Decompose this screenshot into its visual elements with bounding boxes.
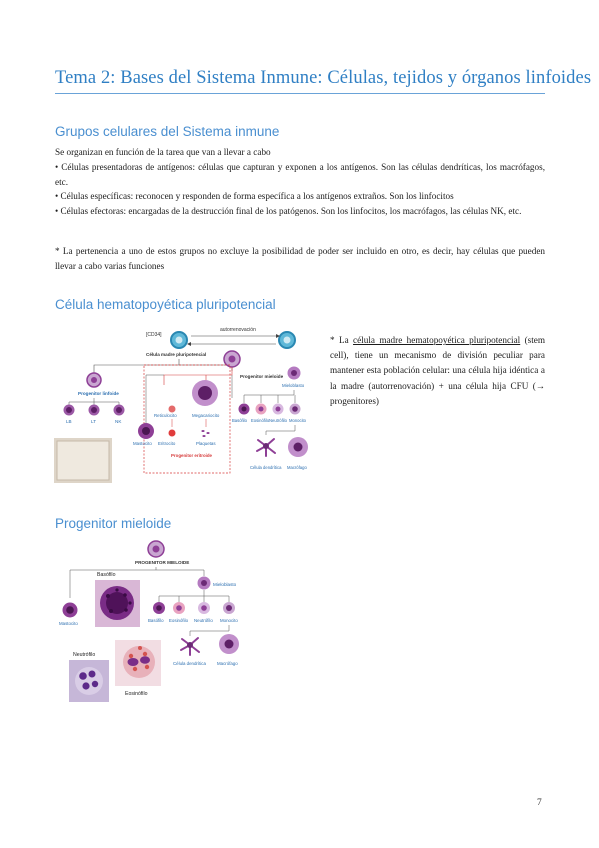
- megacariocito-label: Megacariocito: [192, 413, 220, 418]
- groups-intro: Se organizan en función de la tarea que van a llevar a cabo: [55, 147, 271, 157]
- bullet-especificas-label: • Células específicas:: [55, 191, 134, 202]
- autorrenovacion-label: autorrenovación: [220, 327, 256, 333]
- mieloblasto-label-2: Mieloblasto: [213, 582, 237, 587]
- section-heading-mieloide: Progenitor mieloide: [55, 516, 172, 531]
- basofilo-photo-title: Basófilo: [97, 572, 116, 578]
- mieloide-label: Progenitor mieloide: [240, 374, 284, 379]
- bullet-especificas: [55, 189, 545, 204]
- page-title: Tema 2: Bases del Sistema Inmune: Células, tejidos y órganos linfoides: [55, 68, 592, 88]
- plaquetas-label: Plaquetas: [196, 441, 216, 446]
- groups-body: [55, 145, 545, 219]
- neutrofilo-photo-title: Neutrófilo: [73, 652, 96, 658]
- eosinofilo-photo-title: Eosinófilo: [125, 691, 148, 697]
- monocito-label: Monocito: [289, 418, 306, 423]
- reticulocito-label: Reticulocito: [154, 413, 177, 418]
- eosinofilo-label: Eosinófilo: [251, 418, 270, 423]
- linfoide-label: Progenitor linfoide: [78, 391, 119, 396]
- mastocito-label: Mastocito: [133, 441, 152, 446]
- macrofago-label: Macrófago: [287, 465, 307, 470]
- dendritica-label-2: Célula dendrítica: [173, 661, 206, 666]
- bullet-efectoras: [55, 204, 545, 219]
- hematopoiesis-diagram: [54, 323, 320, 483]
- section-heading-groups: Grupos celulares del Sistema inmune: [55, 124, 280, 139]
- mieloide-diagram: [55, 538, 253, 704]
- bullet-efectoras-label: • Células efectoras:: [55, 206, 127, 217]
- bullet-presentadoras-text: células que capturan y exponen a los antígenos. Son las células dendríticas, los macrófagos, etc.: [55, 161, 545, 187]
- eosinofilo-label-2: Eosinófilo: [169, 618, 189, 623]
- neutrofilo-label-2: Neutrófilo: [194, 618, 213, 623]
- bullet-efectoras-text: encargadas de la destrucción final de los patógenos. Son los linfocitos, los macrófagos, las células NK, etc.: [126, 206, 522, 217]
- mieloblasto-label: Mieloblasto: [282, 383, 305, 388]
- nk-label: NK: [115, 419, 122, 424]
- dendritica-label: Célula dendrítica: [250, 465, 282, 470]
- side-note-prefix: * La: [330, 335, 354, 345]
- page-number: 7: [537, 798, 542, 808]
- eritroide-label: Progenitor eritroide: [171, 453, 212, 458]
- monocito-label-2: Monocito: [220, 618, 238, 623]
- side-note-term: célula madre hematopoyética pluripotencial: [353, 335, 521, 345]
- neutrofilo-label: Neutrófilo: [269, 418, 287, 423]
- macrofago-label-2: Macrófago: [217, 661, 238, 666]
- basofilo-label: Basófilo: [232, 418, 247, 423]
- lb-label: LB: [66, 419, 72, 424]
- eritrocito-cell: [169, 430, 176, 437]
- bullet-presentadoras-label: • Células presentadoras de antígenos:: [55, 161, 196, 172]
- bullet-especificas-text: reconocen y responden de forma específica a los antígenos extraños. Son los linfocitos: [133, 191, 454, 202]
- madre-label: Célula madre pluripotencial: [146, 352, 207, 357]
- groups-note: * La pertenencia a uno de estos grupos no excluye la posibilidad de poder ser incluido en otro, es decir, hay células que pueden llevar a cabo varias funciones: [55, 246, 545, 271]
- title-underline: [55, 93, 545, 94]
- mieloide-progenitor-label: PROGENITOR MIELOIDE: [135, 560, 190, 565]
- hemato-side-note: [330, 333, 545, 409]
- eritrocito-label: Eritrocito: [158, 441, 176, 446]
- side-note-text: (stem cell), tiene un mecanismo de división peculiar para mantener esta población celular: una célula hija idéntica a la madre (autorrenovación) + una célula hija CFU (→ progenitores): [330, 335, 545, 406]
- basofilo-label-2: Basófilo: [148, 618, 164, 623]
- section-heading-hemato: Célula hematopoyética pluripotencial: [55, 297, 276, 312]
- bullet-presentadoras: [55, 160, 545, 190]
- cd34-label: [CD34]: [146, 332, 162, 338]
- lt-label: LT: [91, 419, 97, 424]
- mastocito-label-2: Mastocito: [59, 621, 78, 626]
- reticulocito-cell: [169, 406, 176, 413]
